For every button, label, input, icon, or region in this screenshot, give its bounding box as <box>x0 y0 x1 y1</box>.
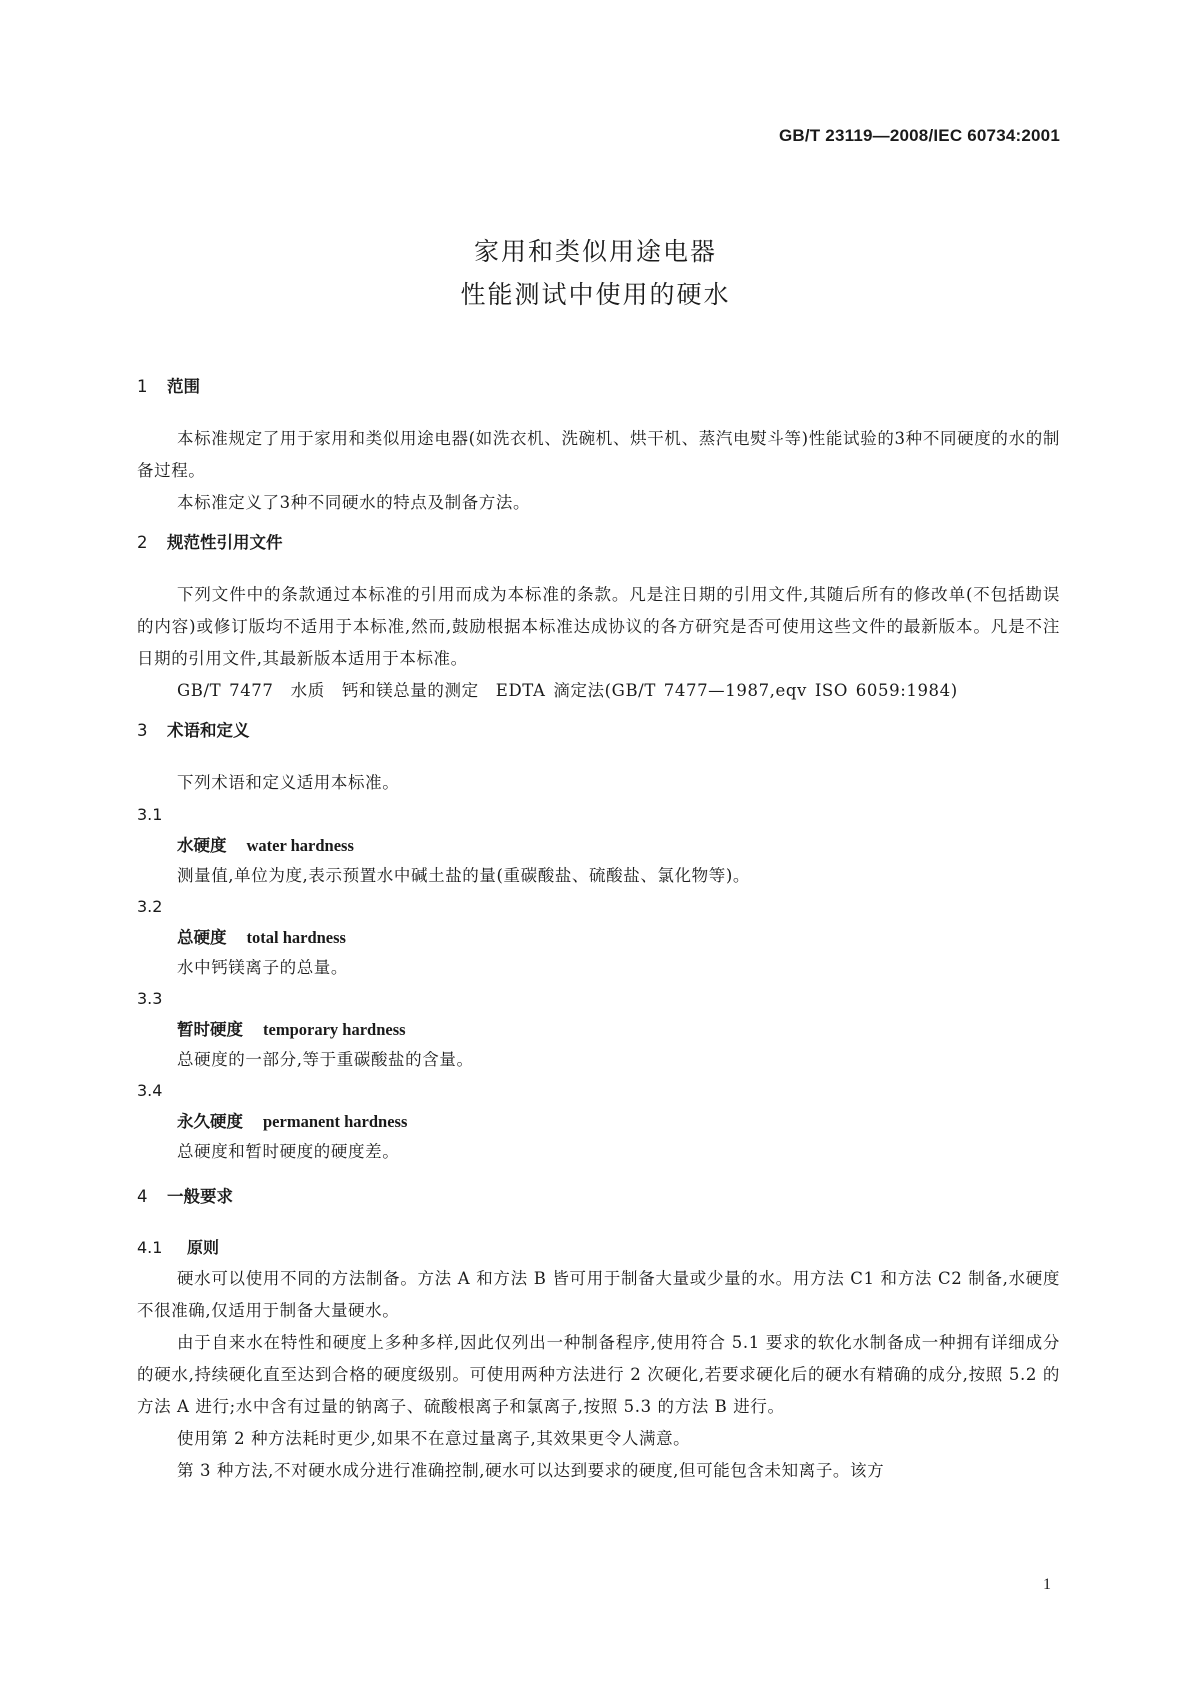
paragraph: 本标准定义了3种不同硬水的特点及制备方法。 <box>177 493 531 512</box>
term-en: water hardness <box>246 836 354 855</box>
section-number: 3 <box>137 721 148 740</box>
term-entry <box>137 831 1060 861</box>
paragraph: 下列术语和定义适用本标准。 <box>177 773 400 792</box>
paragraph: 本标准规定了用于家用和类似用途电器(如洗衣机、洗碗机、烘干机、蒸汽电熨斗等)性能试验的3种不同硬度的水的制备过程。 <box>137 429 1060 480</box>
paragraph: 下列文件中的条款通过本标准的引用而成为本标准的条款。凡是注日期的引用文件,其随后所有的修改单(不包括勘误的内容)或修订版均不适用于本标准,然而,鼓励根据本标准达成协议的各方研究是否可使用这些文件的最新版本。凡是不注日期的引用文件,其最新版本适用于本标准。 <box>137 585 1060 668</box>
subsection-4-1-heading <box>137 1233 1060 1263</box>
term-entry <box>137 1015 1060 1045</box>
term-number: 3.3 <box>137 989 163 1008</box>
section-number: 1 <box>137 377 148 396</box>
term-definition: 总硬度的一部分,等于重碳酸盐的含量。 <box>177 1050 474 1069</box>
term-cn: 水硬度 <box>177 836 227 855</box>
term-number: 3.4 <box>137 1081 163 1100</box>
normative-reference: GB/T 7477 水质 钙和镁总量的测定 EDTA 滴定法(GB/T 7477—1987,eqv ISO 6059:1984) <box>177 681 958 700</box>
term-entry <box>137 1107 1060 1137</box>
term-en: total hardness <box>246 928 346 947</box>
term-entry <box>137 923 1060 953</box>
section-number: 2 <box>137 533 148 552</box>
section-3-heading <box>137 717 1060 739</box>
term-number: 3.2 <box>137 897 163 916</box>
standard-code: GB/T 23119—2008/IEC 60734:2001 <box>778 126 1060 145</box>
section-title: 规范性引用文件 <box>167 533 283 552</box>
paragraph: 第 3 种方法,不对硬水成分进行准确控制,硬水可以达到要求的硬度,但可能包含未知离子。该方 <box>177 1461 885 1480</box>
term-cn: 总硬度 <box>177 928 227 947</box>
term-number: 3.1 <box>137 805 163 824</box>
section-title: 一般要求 <box>167 1187 233 1206</box>
paragraph: 使用第 2 种方法耗时更少,如果不在意过量离子,其效果更令人满意。 <box>177 1429 691 1448</box>
section-2-heading <box>137 529 1060 551</box>
term-definition: 总硬度和暂时硬度的硬度差。 <box>177 1142 400 1161</box>
term-cn: 永久硬度 <box>177 1112 243 1131</box>
document-title-line1: 家用和类似用途电器 <box>473 237 717 266</box>
document-title-line2: 性能测试中使用的硬水 <box>460 280 731 309</box>
page-number: 1 <box>1043 1576 1051 1593</box>
section-title: 范围 <box>167 377 200 396</box>
document-body <box>137 373 1060 1487</box>
term-definition: 测量值,单位为度,表示预置水中碱土盐的量(重碳酸盐、硫酸盐、氯化物等)。 <box>177 866 750 885</box>
term-en: permanent hardness <box>263 1112 408 1131</box>
section-number: 4 <box>137 1187 148 1206</box>
section-1-heading <box>137 373 1060 395</box>
section-title: 术语和定义 <box>167 721 250 740</box>
term-cn: 暂时硬度 <box>177 1020 243 1039</box>
term-en: temporary hardness <box>263 1020 406 1039</box>
paragraph: 由于自来水在特性和硬度上多种多样,因此仅列出一种制备程序,使用符合 5.1 要求的软化水制备成一种拥有详细成分的硬水,持续硬化直至达到合格的硬度级别。可使用两种方法进行 2 次硬化,若要求硬化后的硬水有精确的成分,按照 5.2 的方法 A 进行;水中含有过量的钠离子、硫酸根离子和氯离子,按照 5.3 的方法 B 进行。 <box>137 1333 1060 1416</box>
subsection-number: 4.1 <box>137 1238 163 1257</box>
term-definition: 水中钙镁离子的总量。 <box>177 958 348 977</box>
paragraph: 硬水可以使用不同的方法制备。方法 A 和方法 B 皆可用于制备大量或少量的水。用方法 C1 和方法 C2 制备,水硬度不很准确,仅适用于制备大量硬水。 <box>137 1269 1060 1320</box>
section-4-heading <box>137 1183 1060 1205</box>
subsection-title: 原则 <box>187 1238 220 1257</box>
